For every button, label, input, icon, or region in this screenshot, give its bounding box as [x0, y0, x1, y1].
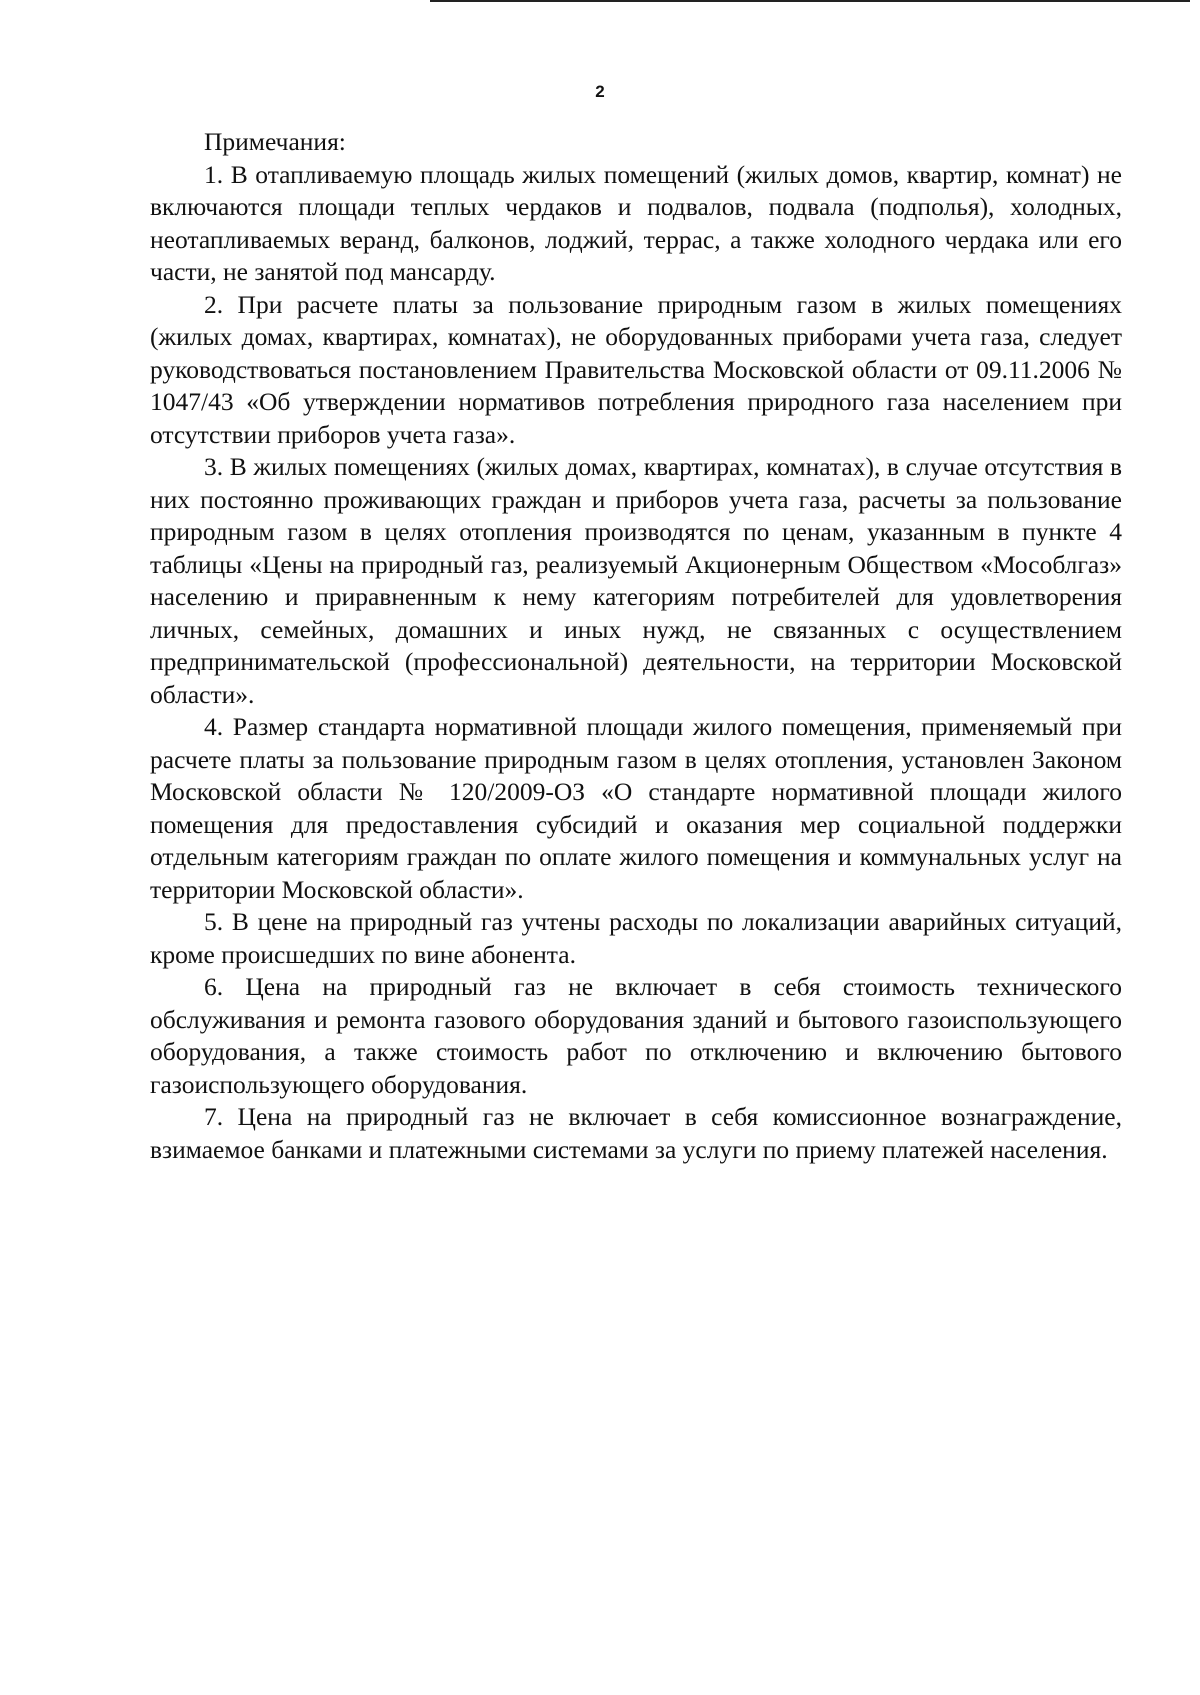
- note-1: 1. В отапливаемую площадь жилых помещений (жилых домов, квартир, комнат) не включаются площади теплых чердаков и подвалов, подвала (подполья), холодных, неотапливаемых веранд, балконов, лоджий, террас, а также холодного чердака или его части, не занятой под мансарду.: [150, 159, 1122, 286]
- note-4: 4. Размер стандарта нормативной площади жилого помещения, применяемый при расчете платы за пользование природным газом в целях отопления, установлен Законом Московской области № 120/2009-ОЗ «О стандарте нормативной площади жилого помещения для предоставления субсидий и оказания мер социальной поддержки отдельным категориям граждан по оплате жилого помещения и коммунальных услуг на территории Московской области».: [150, 712, 1122, 904]
- notes-section: [150, 126, 1122, 1166]
- note-5: 5. В цене на природный газ учтены расходы по локализации аварийных ситуаций, кроме происшедших по вине абонента.: [150, 907, 1122, 969]
- page-number: 2: [595, 82, 605, 101]
- note-7: 7. Цена на природный газ не включает в себя комиссионное вознаграждение, взимаемое банками и платежными системами за услуги по приему платежей населения.: [150, 1102, 1122, 1164]
- note-6: 6. Цена на природный газ не включает в себя стоимость технического обслуживания и ремонта газового оборудования зданий и бытового газоиспользующего оборудования, а также стоимость работ по отключению и включению бытового газоиспользующего оборудования.: [150, 972, 1122, 1099]
- note-3: 3. В жилых помещениях (жилых домах, квартирах, комнатах), в случае отсутствия в них постоянно проживающих граждан и приборов учета газа, расчеты за пользование природным газом в целях отопления производятся по ценам, указанным в пункте 4 таблицы «Цены на природный газ, реализуемый Акционерным Обществом «Мособлгаз» населению и приравненным к нему категориям потребителей для удовлетворения личных, семейных, домашних и иных нужд, не связанных с осуществлением предпринимательской (профессиональной) деятельности, на территории Московской области».: [150, 452, 1122, 709]
- notes-heading: Примечания:: [204, 127, 346, 156]
- note-2: 2. При расчете платы за пользование природным газом в жилых помещениях (жилых домах, квартирах, комнатах), не оборудованных приборами учета газа, следует руководствоваться постановлением Правительства Московской области от 09.11.2006 № 1047/43 «Об утверждении нормативов потребления природного газа населением при отсутствии приборов учета газа».: [150, 289, 1122, 449]
- scan-top-border: [430, 0, 1190, 2]
